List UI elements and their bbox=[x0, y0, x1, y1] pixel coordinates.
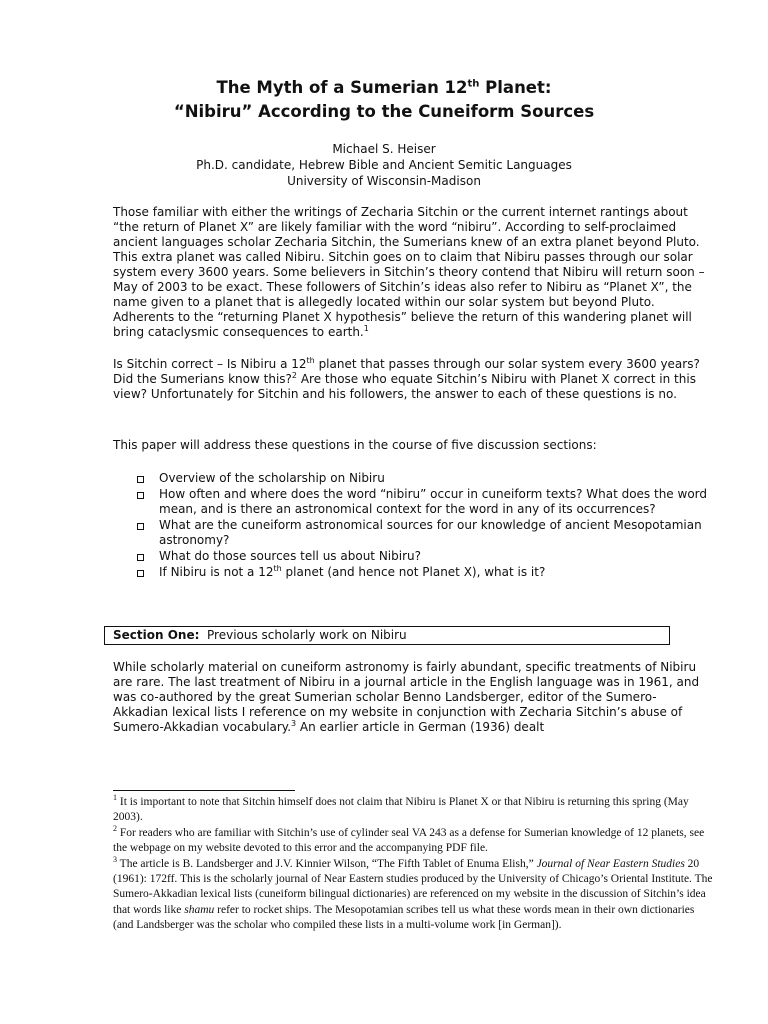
list-item: What do those sources tell us about Nibiru? bbox=[135, 549, 710, 564]
questions-paragraph: Is Sitchin correct – Is Nibiru a 12th planet that passes through our solar system every 3600 years? Did the Sumerians know this?$^2$ Are those who equate Sitchin’s Nibiru with Planet X correct in this view? Unfortunately for Sitchin and his followers, the answer to each of these questions is no. bbox=[113, 356, 700, 401]
checkbox-bullet-icon bbox=[137, 570, 144, 577]
author-block bbox=[0, 141, 768, 189]
footnote-3: $^3$ The article is B. Landsberger and J.V. Kinnier Wilson, “The Fifth Tablet of Enuma Elish,” Journal of Near Eastern Studies 20 (1961): 172ff. This is the scholarly journal of Near Eastern studies produced by the University of Chicago’s Oriental Institute. The Sumero-Akkadian lexical lists (cuneiform bilingual dictionaries) are referenced on my website in the discussion of Sitchin’s idea that words like shamu refer to rocket ships. The Mesopotamian scribes tell us what these words mean in their own dictionaries (and Landsberger was the scholar who compiled these lists in a multi-volume work [in German]). bbox=[113, 854, 713, 932]
intro-paragraph: Those familiar with either the writings of Zecharia Sitchin or the current internet rantings about “the return of Planet X” are likely familiar with the word “nibiru”. According to self-proclaimed ancient languages scholar Zecharia Sitchin, the Sumerians knew of an extra planet beyond Pluto. This extra planet was called Nibiru. Sitchin goes on to claim that Nibiru passes through our solar system every 3600 years. Some believers in Sitchin’s theory contend that Nibiru will return soon – May of 2003 to be exact. These followers of Sitchin’s ideas also refer to Nibiru as “Planet X”, the name given to a planet that is allegedly located within our solar system but beyond Pluto. Adherents to the “returning Planet X hypothesis” believe the return of this wandering planet will bring cataclysmic consequences to earth.$^1$ bbox=[113, 205, 705, 339]
outline-intro: This paper will address these questions in the course of five discussion sections: bbox=[113, 438, 597, 452]
list-item: How often and where does the word “nibiru” occur in cuneiform texts? What does the word mean, and is there an astronomical context for the word in any of its occurrences? bbox=[135, 487, 710, 517]
footnote-ref-1: 1 bbox=[363, 324, 369, 333]
footnote-2: $^2$ For readers who are familiar with Sitchin’s use of cylinder seal VA 243 as a defense for Sumerian knowledge of 12 planets, see the webpage on my website devoted to this error and the accompanying PDF file. bbox=[113, 823, 705, 855]
section-label: Section One: bbox=[113, 628, 200, 642]
section-title: Previous scholarly work on Nibiru bbox=[207, 628, 407, 642]
list-item: Overview of the scholarship on Nibiru bbox=[135, 471, 710, 486]
checkbox-bullet-icon bbox=[137, 523, 144, 530]
author-university: University of Wisconsin-Madison bbox=[287, 174, 481, 188]
list-item: If Nibiru is not a 12th planet (and hence not Planet X), what is it? bbox=[135, 565, 710, 580]
footnote-divider bbox=[113, 790, 295, 791]
term-shamu: shamu bbox=[184, 903, 215, 916]
section-one-paragraph: While scholarly material on cuneiform astronomy is fairly abundant, specific treatments of Nibiru are rare. The last treatment of Nibiru in a journal article in the English language was in 1961, and was co-authored by the great Sumerian scholar Benno Landsberger, editor of the Sumero-Akkadian lexical lists I reference on my website in conjunction with Zecharia Sitchin’s abuse of Sumero-Akkadian vocabulary.$^3$ An earlier article in German (1936) dealt bbox=[113, 660, 700, 734]
journal-title: Journal of Near Eastern Studies bbox=[536, 857, 685, 870]
footnote-ref-2: 2 bbox=[291, 371, 297, 380]
title-superscript: th bbox=[467, 78, 480, 90]
list-item: What are the cuneiform astronomical sources for our knowledge of ancient Mesopotamian astronomy? bbox=[135, 518, 710, 548]
page-title bbox=[0, 76, 768, 124]
title-line-2: “Nibiru” According to the Cuneiform Sources bbox=[173, 102, 595, 121]
footnote-1: $^1$ It is important to note that Sitchin himself does not claim that Nibiru is Planet X or that Nibiru is returning this spring (May 2003). bbox=[113, 793, 689, 824]
footnotes bbox=[113, 795, 713, 934]
checkbox-bullet-icon bbox=[137, 476, 144, 483]
section-one-heading bbox=[104, 626, 670, 645]
checkbox-bullet-icon bbox=[137, 554, 144, 561]
checkbox-bullet-icon bbox=[137, 492, 144, 499]
footnote-ref-3: 3 bbox=[291, 719, 297, 728]
author-affiliation: Ph.D. candidate, Hebrew Bible and Ancient Semitic Languages bbox=[196, 158, 572, 172]
author-name: Michael S. Heiser bbox=[332, 142, 436, 156]
outline-list bbox=[135, 471, 710, 581]
title-line-1: The Myth of a Sumerian 12th Planet: bbox=[216, 78, 552, 97]
